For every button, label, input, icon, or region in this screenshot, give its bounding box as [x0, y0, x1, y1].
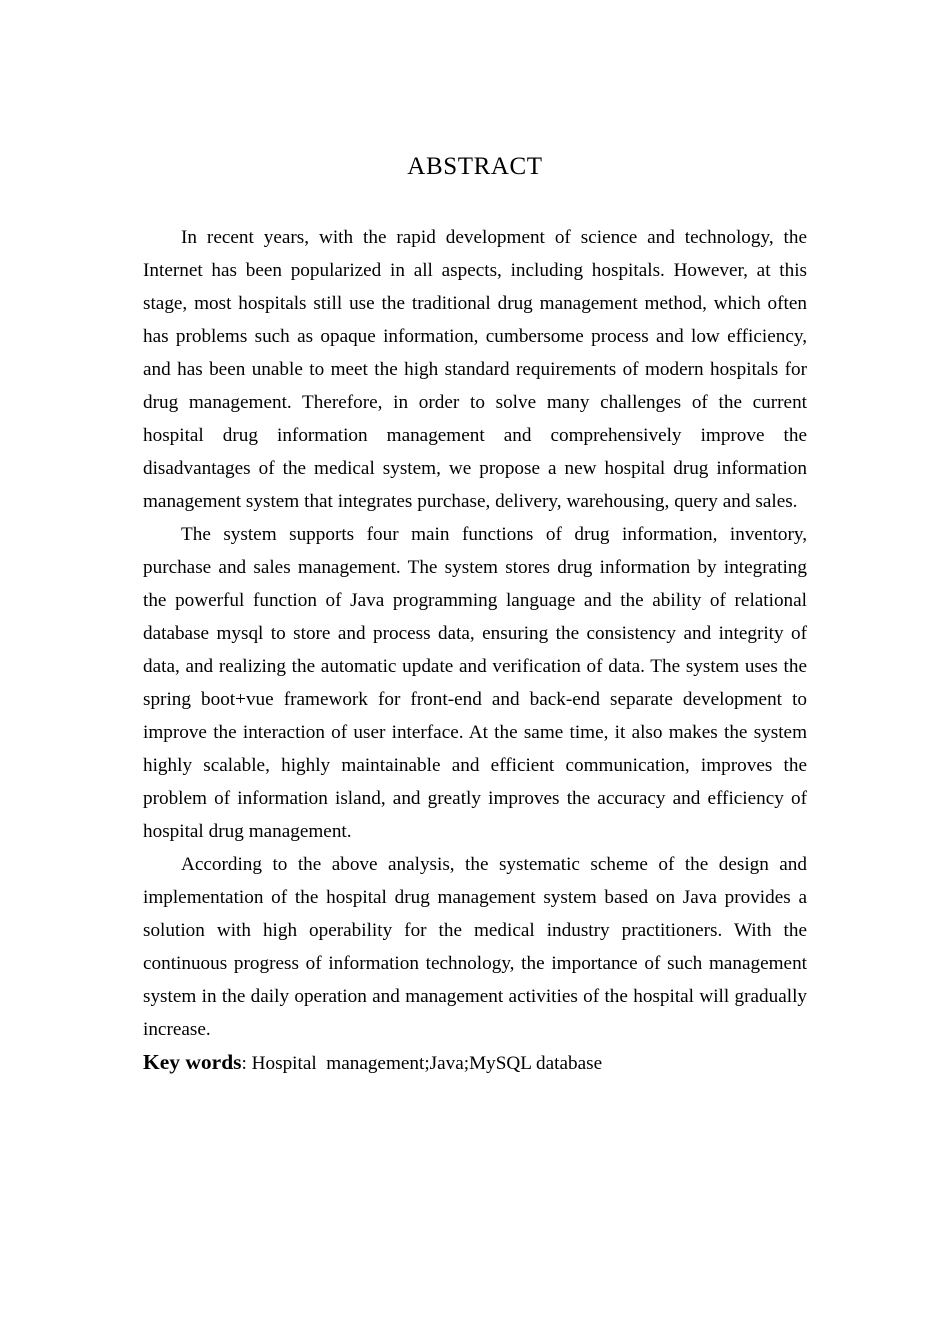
- keywords-label: Key words: [143, 1050, 242, 1074]
- keywords-line: [143, 1046, 807, 1080]
- abstract-paragraph-2: The system supports four main functions of drug information, inventory, purchase and sales management. The system stores drug information by integrating the powerful function of Java programming language and the ability of relational database mysql to store and process data, ensuring the consistency and integrity of data, and realizing the automatic update and verification of data. The system uses the spring boot+vue framework for front-end and back-end separate development to improve the interaction of user interface. At the same time, it also makes the system highly scalable, highly maintainable and efficient communication, improves the problem of information island, and greatly improves the accuracy and efficiency of hospital drug management.: [143, 524, 807, 842]
- page-title: ABSTRACT: [407, 153, 543, 180]
- title-spacer: [143, 183, 807, 221]
- keywords-value: : Hospital management;Java;MySQL database: [241, 1053, 603, 1074]
- abstract-paragraph-1: In recent years, with the rapid development of science and technology, the Internet has been popularized in all aspects, including hospitals. However, at this stage, most hospitals still use the traditional drug management method, which often has problems such as opaque information, cumbersome process and low efficiency, and has been unable to meet the high standard requirements of modern hospitals for drug management. Therefore, in order to solve many challenges of the current hospital drug information management and comprehensively improve the disadvantages of the medical system, we propose a new hospital drug information management system that integrates purchase, delivery, warehousing, query and sales.: [143, 227, 807, 512]
- page-content: [143, 0, 807, 1080]
- abstract-paragraph-3: According to the above analysis, the systematic scheme of the design and implementation of the hospital drug management system based on Java provides a solution with high operability for the medical industry practitioners. With the continuous progress of information technology, the importance of such management system in the daily operation and management activities of the hospital will gradually increase.: [143, 854, 807, 1040]
